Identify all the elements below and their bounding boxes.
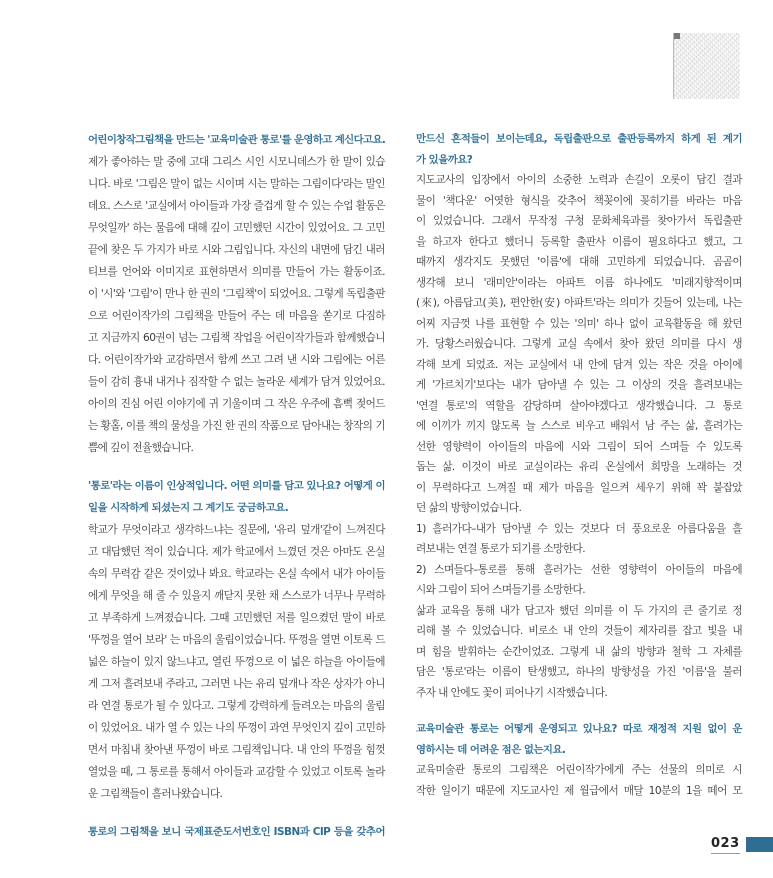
text-line: 에게 무엇을 해 줄 수 있을지 깨닫지 못한 채 스스로가 너무나 무력하 bbox=[88, 590, 385, 602]
text-line: 니다. 바로 '그림은 말이 없는 시이며 시는 말하는 그림이다'라는 말인 bbox=[88, 178, 385, 190]
text-line: 이 무력하다고 느껴질 때 제가 마음을 일으켜 세우기 위해 꽉 붙잡았 bbox=[416, 481, 742, 494]
interview-question bbox=[416, 719, 742, 760]
text-line: 교육미술관 통로의 그림책은 어린이작가에게 주는 선물의 의미로 시 bbox=[416, 764, 742, 776]
text-line: 고 지금까지 60권이 넘는 그림책 작업을 어린이작가들과 함께했습니 bbox=[88, 332, 385, 344]
text-line: 이 '시'와 '그림'이 만나 한 권의 '그림책'이 되었어요. 그렇게 독립출판 bbox=[88, 288, 385, 300]
text-line: 이 있었습니다. 그래서 무작정 구청 문화체육과를 찾아가서 독립출판 bbox=[416, 215, 742, 227]
text-line: 에 이끼가 끼지 않도록 늘 스스로 비우고 배워서 남 주는 삶, 흘려가는 bbox=[416, 420, 742, 432]
text-line: 생각해 보니 '래미안'이라는 아파트 이름 하나에도 '미래지향적이며 bbox=[416, 276, 742, 289]
text-line: 열었을 때, 그 통로를 통해서 아이들과 교감할 수 있었고 이토록 놀라 bbox=[88, 766, 385, 778]
text-line: 리해 볼 수 있었습니다. 비로소 내 안의 것들이 제자리를 잡고 빛을 내 bbox=[416, 625, 742, 637]
text-line: 면서 마침내 찾아낸 뚜껑이 바로 그림책입니다. 내 안의 뚜껑을 힘껏 bbox=[88, 744, 385, 756]
text-line: 삶과 교육을 통해 내가 담고자 했던 의미를 이 두 가지의 큰 줄기로 정 bbox=[416, 604, 742, 617]
page-number: 023 bbox=[711, 836, 740, 854]
text-line: 제가 좋아하는 말 중에 고대 그리스 시인 시모니데스가 한 말이 있습 bbox=[88, 156, 385, 168]
interview-question bbox=[88, 821, 385, 843]
text-line: '뚜껑을 열어 보라' 는 마음의 울림이었습니다. 뚜껑을 열면 이토록 드 bbox=[88, 634, 385, 646]
text-line: 게 그저 흘려보내 주라고, 그러면 나는 유리 덮개나 작은 상자가 아니 bbox=[88, 678, 385, 690]
text-line: 가 있을까요? bbox=[416, 153, 473, 166]
text-line: 선한 영향력이 아이들의 마음에 시와 그림이 되어 스며들 수 있도록 bbox=[416, 440, 742, 453]
interview-answer bbox=[88, 151, 385, 459]
interview-answer bbox=[88, 519, 385, 805]
text-line: 고 부족하게 느껴졌습니다. 그때 고민했던 저를 일으켰던 말이 바로 bbox=[88, 612, 385, 624]
text-line: 통로의 그림책을 보니 국제표준도서번호인 ISBN과 CIP 등을 갖추어 bbox=[88, 826, 385, 838]
text-line: 며 힘을 발휘하는 순간이었죠. 그렇게 내 삶의 방향과 철학 그 자체를 bbox=[416, 645, 742, 658]
text-line: 라 연결 통로가 될 수 있다고. 그렇게 강력하게 들려오는 마음의 울림 bbox=[88, 700, 385, 712]
text-line: 지도교사의 입장에서 아이의 소중한 노력과 손길이 오롯이 담긴 결과 bbox=[416, 174, 742, 186]
interview-answer bbox=[416, 760, 742, 801]
text-line: 일을 시작하게 되셨는지 그 계기도 궁금하고요. bbox=[88, 502, 289, 514]
text-line: '연결 통로'의 역할을 감당하며 살아야겠다고 생각했습니다. 그 통로 bbox=[416, 399, 742, 412]
text-line: 들이 감히 흉내 내거나 짐작할 수 없는 놀라운 세계가 담겨 있었어요. bbox=[88, 376, 385, 388]
text-line: 아이의 진심 어린 이야기에 귀 기울이며 그 작은 우주에 흠뻑 젖어드 bbox=[88, 398, 385, 410]
text-line: 던 삶의 방향이었습니다. bbox=[416, 502, 522, 514]
text-line: 으로 어린이작가의 그림책을 만들어 주는 데 마음을 쏟기로 다짐하 bbox=[88, 310, 385, 322]
text-line: 교육미술관 통로는 어떻게 운영되고 있나요? 따로 재정적 지원 없이 운 bbox=[416, 723, 742, 735]
text-line: 속의 무력감 같은 것이었나 봐요. 학교라는 온실 속에서 내가 아이들 bbox=[88, 568, 385, 580]
text-line: 려보내는 연결 통로가 되기를 소망한다. bbox=[416, 543, 586, 555]
text-line: 어린이창작그림책을 만드는 '교육미술관 통로'를 운영하고 계신다고요. bbox=[88, 134, 386, 146]
text-line: 티브를 언어와 이미지로 표현하면서 의미를 만들어 가는 활동이죠. bbox=[88, 266, 385, 278]
text-line: (來), 아름답고(美), 편안한(安) 아파트'라는 의미가 깃들어 있는데, 나는 bbox=[416, 297, 742, 309]
qr-code bbox=[673, 33, 740, 99]
text-line: 게 '가르치기'보다는 내가 담아낼 수 있는 그 이상의 것을 흘려보내는 bbox=[416, 379, 742, 391]
text-line: 2) 스며들다–통로를 통해 흘러가는 선한 영향력이 아이들의 마음에 bbox=[416, 563, 742, 576]
text-line: 영하시는 데 어려운 점은 없는지요. bbox=[416, 743, 566, 756]
text-line: 만드신 흔적들이 보이는데요, 독립출판으로 출판등록까지 하게 된 계기 bbox=[416, 133, 742, 145]
text-line: 운 그림책들이 흘러나왔습니다. bbox=[88, 788, 223, 800]
text-line: 다. 어린이작가와 교감하면서 함께 쓰고 그려 낸 시와 그림에는 어른 bbox=[88, 354, 385, 366]
interview-question bbox=[416, 129, 742, 170]
page-marker-bar bbox=[746, 837, 773, 852]
right-column bbox=[416, 129, 742, 801]
text-line: 1) 흘러가다–내가 담아낼 수 있는 것보다 더 풍요로운 아름다움을 흘 bbox=[416, 522, 742, 535]
text-line: 학교가 무엇이라고 생각하느냐는 질문에, '유리 덮개'같이 느껴진다 bbox=[88, 524, 385, 536]
text-line: 돕는 삶. 이것이 바로 교실이라는 유리 온실에서 희망을 노래하는 것 bbox=[416, 461, 742, 473]
interview-question bbox=[88, 475, 385, 519]
text-line: 가. 당황스러웠습니다. 그렇게 교실 속에서 찾아 왔던 의미를 다시 생 bbox=[416, 338, 742, 350]
text-line: 을 하고자 한다고 했더니 등록할 출판사 이름이 필요하다고 했고, 그 bbox=[416, 235, 742, 248]
text-line: 작한 일이기 때문에 지도교사인 제 월급에서 매달 10분의 1을 떼어 모 bbox=[416, 784, 742, 797]
text-line: 는 황홀, 이를 책의 물성을 가진 한 권의 작품으로 담아내는 창작의 기 bbox=[88, 420, 385, 432]
text-line: '통로'라는 이름이 인상적입니다. 어떤 의미를 담고 있나요? 어떻게 이 bbox=[88, 480, 385, 492]
text-line: 끝에 찾은 두 가지가 바로 시와 그림입니다. 자신의 내면에 담긴 내러 bbox=[88, 244, 385, 256]
text-line: 데요. 스스로 '교실에서 아이들과 가장 즐겁게 할 수 있는 수업 활동은 bbox=[88, 200, 385, 212]
text-line: 이 있었어요. 내가 열 수 있는 나의 뚜껑이 과연 무엇인지 깊이 고민하 bbox=[88, 722, 385, 734]
text-line: 어찌 지금껏 나를 표현할 수 있는 '의미' 하나 없이 교육활동을 해 왔던 bbox=[416, 317, 742, 330]
text-line: 고 대답했던 적이 있습니다. 제가 학교에서 느꼈던 것은 아마도 온실 bbox=[88, 546, 385, 558]
interview-question bbox=[88, 129, 385, 151]
left-column bbox=[88, 129, 385, 843]
text-line: 쁨에 깊이 전율했습니다. bbox=[88, 442, 194, 454]
text-line: 무엇일까' 하는 물음에 대해 깊이 고민했던 시간이 있었어요. 그 고민 bbox=[88, 222, 385, 234]
text-line: 담은 '통로'라는 이름이 탄생했고, 하나의 방향성을 가진 '이름'을 불러 bbox=[416, 666, 742, 678]
text-line: 넓은 하늘이 있지 않느냐고, 열린 뚜껑으로 이 넓은 하늘을 아이들에 bbox=[88, 656, 385, 668]
text-line: 주자 내 안에도 꽃이 피어나기 시작했습니다. bbox=[416, 686, 608, 699]
text-line: 때까지 생각지도 못했던 '이름'에 대해 고민하게 되었습니다. 곰곰이 bbox=[416, 256, 742, 268]
text-line: 물이 '책다운' 어엿한 형식을 갖추어 책꽂이에 꽂히기를 바라는 마음 bbox=[416, 194, 742, 207]
text-line: 각해 보게 되었죠. 저는 교실에서 내 안에 담겨 있는 작은 것을 아이에 bbox=[416, 358, 742, 371]
text-line: 시와 그림이 되어 스며들기를 소망한다. bbox=[416, 584, 586, 596]
interview-answer bbox=[416, 170, 742, 703]
